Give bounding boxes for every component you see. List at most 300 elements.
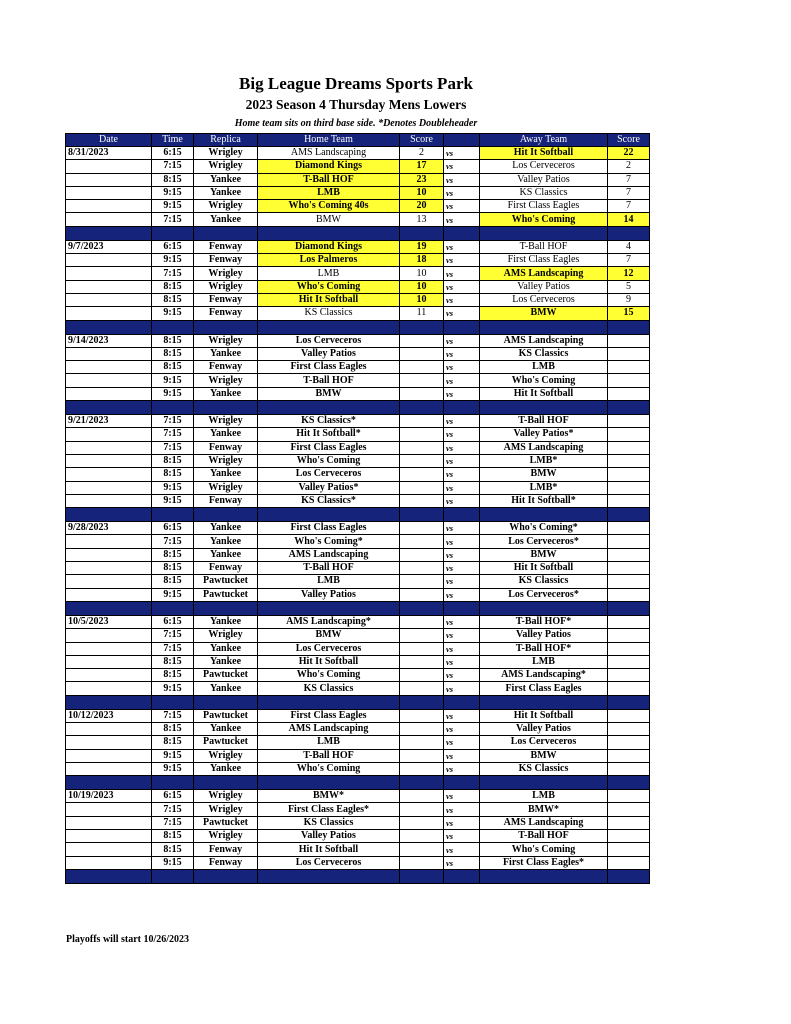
home-score: 13 [400, 213, 444, 226]
week-separator [66, 320, 650, 334]
game-replica-field: Pawtucket [194, 736, 258, 749]
game-time: 8:15 [152, 280, 194, 293]
game-date: 10/5/2023 [66, 615, 152, 628]
game-date [66, 588, 152, 601]
game-replica-field: Yankee [194, 722, 258, 735]
game-replica-field: Fenway [194, 494, 258, 507]
game-date [66, 562, 152, 575]
game-replica-field: Wrigley [194, 267, 258, 280]
away-score: 4 [608, 240, 650, 253]
game-time: 8:15 [152, 293, 194, 306]
away-score [608, 575, 650, 588]
game-time: 9:15 [152, 749, 194, 762]
away-score [608, 629, 650, 642]
home-score: 10 [400, 280, 444, 293]
game-row [66, 856, 650, 869]
separator-cell [194, 601, 258, 615]
home-team: Who's Coming* [258, 535, 400, 548]
away-score [608, 830, 650, 843]
home-team: Valley Patios [258, 588, 400, 601]
home-score [400, 454, 444, 467]
home-team: Valley Patios [258, 347, 400, 360]
game-replica-field: Fenway [194, 361, 258, 374]
separator-cell [608, 508, 650, 522]
vs-label: vs [444, 347, 480, 360]
header-time: Time [152, 134, 194, 147]
game-row [66, 240, 650, 253]
away-score [608, 615, 650, 628]
vs-label: vs [444, 722, 480, 735]
vs-label: vs [444, 830, 480, 843]
game-replica-field: Pawtucket [194, 709, 258, 722]
away-score [608, 642, 650, 655]
home-score [400, 843, 444, 856]
home-team: First Class Eagles* [258, 803, 400, 816]
vs-label: vs [444, 147, 480, 160]
away-score [608, 522, 650, 535]
game-replica-field: Pawtucket [194, 669, 258, 682]
away-team: BMW [480, 749, 608, 762]
vs-label: vs [444, 682, 480, 695]
doubleheader-note: Home team sits on third base side. *Denotes Doubleheader [234, 118, 478, 129]
game-date [66, 361, 152, 374]
game-row [66, 762, 650, 775]
game-time: 7:15 [152, 415, 194, 428]
home-score: 23 [400, 173, 444, 186]
home-team: LMB [258, 186, 400, 199]
away-team: LMB* [480, 454, 608, 467]
game-row [66, 468, 650, 481]
game-date [66, 843, 152, 856]
separator-cell [444, 695, 480, 709]
away-score [608, 843, 650, 856]
header-row [66, 134, 650, 147]
home-score [400, 562, 444, 575]
game-row [66, 642, 650, 655]
home-score [400, 816, 444, 829]
separator-cell [400, 401, 444, 415]
away-score [608, 481, 650, 494]
header-away-score: Score [608, 134, 650, 147]
home-score [400, 629, 444, 642]
separator-cell [444, 601, 480, 615]
away-score: 15 [608, 307, 650, 320]
game-time: 9:15 [152, 481, 194, 494]
game-time: 8:15 [152, 669, 194, 682]
home-team: Who's Coming [258, 280, 400, 293]
header-date: Date [66, 134, 152, 147]
away-team: T-Ball HOF* [480, 615, 608, 628]
game-row [66, 494, 650, 507]
vs-label: vs [444, 736, 480, 749]
separator-cell [66, 401, 152, 415]
away-score: 7 [608, 200, 650, 213]
home-score: 10 [400, 267, 444, 280]
game-replica-field: Wrigley [194, 200, 258, 213]
game-time: 9:15 [152, 762, 194, 775]
away-score: 22 [608, 147, 650, 160]
game-time: 8:15 [152, 361, 194, 374]
home-team: Los Cerveceros [258, 468, 400, 481]
away-score [608, 709, 650, 722]
home-team: KS Classics [258, 307, 400, 320]
home-team: Los Cerveceros [258, 334, 400, 347]
away-team: Valley Patios [480, 280, 608, 293]
away-score [608, 856, 650, 869]
separator-cell [444, 320, 480, 334]
game-row [66, 709, 650, 722]
game-time: 7:15 [152, 441, 194, 454]
page-title: Big League Dreams Sports Park [239, 74, 473, 93]
home-team: BMW* [258, 790, 400, 803]
home-score [400, 334, 444, 347]
vs-label: vs [444, 843, 480, 856]
game-row [66, 803, 650, 816]
game-row [66, 200, 650, 213]
home-team: T-Ball HOF [258, 374, 400, 387]
away-team: Who's Coming* [480, 522, 608, 535]
game-date [66, 441, 152, 454]
week-separator [66, 508, 650, 522]
game-replica-field: Wrigley [194, 280, 258, 293]
home-team: Hit It Softball [258, 655, 400, 668]
home-team: T-Ball HOF [258, 749, 400, 762]
separator-cell [480, 695, 608, 709]
away-team: T-Ball HOF [480, 415, 608, 428]
separator-cell [400, 869, 444, 883]
home-score: 20 [400, 200, 444, 213]
game-time: 7:15 [152, 267, 194, 280]
week-separator [66, 869, 650, 883]
away-team: BMW* [480, 803, 608, 816]
vs-label: vs [444, 629, 480, 642]
home-team: Los Cerveceros [258, 642, 400, 655]
home-score [400, 361, 444, 374]
game-date [66, 454, 152, 467]
away-score [608, 494, 650, 507]
separator-cell [152, 320, 194, 334]
separator-cell [480, 401, 608, 415]
separator-cell [480, 320, 608, 334]
game-replica-field: Fenway [194, 307, 258, 320]
vs-label: vs [444, 415, 480, 428]
header-home-team: Home Team [258, 134, 400, 147]
away-score [608, 415, 650, 428]
away-team: KS Classics [480, 186, 608, 199]
game-date [66, 722, 152, 735]
away-team: Hit It Softball [480, 147, 608, 160]
away-score [608, 803, 650, 816]
home-score: 2 [400, 147, 444, 160]
home-team: KS Classics* [258, 415, 400, 428]
game-time: 8:15 [152, 843, 194, 856]
game-time: 9:15 [152, 494, 194, 507]
game-row [66, 347, 650, 360]
game-date [66, 669, 152, 682]
game-date [66, 468, 152, 481]
game-replica-field: Wrigley [194, 374, 258, 387]
game-date [66, 347, 152, 360]
away-team: AMS Landscaping [480, 441, 608, 454]
home-team: LMB [258, 267, 400, 280]
separator-cell [194, 320, 258, 334]
vs-label: vs [444, 790, 480, 803]
away-team: BMW [480, 468, 608, 481]
home-score [400, 615, 444, 628]
game-row [66, 307, 650, 320]
game-row [66, 736, 650, 749]
separator-cell [608, 401, 650, 415]
game-time: 9:15 [152, 186, 194, 199]
week-separator [66, 776, 650, 790]
away-score [608, 428, 650, 441]
home-score: 10 [400, 293, 444, 306]
away-score: 9 [608, 293, 650, 306]
home-score [400, 548, 444, 561]
game-replica-field: Pawtucket [194, 816, 258, 829]
game-replica-field: Yankee [194, 615, 258, 628]
home-team: First Class Eagles [258, 709, 400, 722]
home-score [400, 803, 444, 816]
game-replica-field: Wrigley [194, 830, 258, 843]
away-score [608, 347, 650, 360]
game-replica-field: Wrigley [194, 415, 258, 428]
schedule-body [66, 147, 650, 884]
vs-label: vs [444, 374, 480, 387]
header-replica: Replica [194, 134, 258, 147]
away-team: Hit It Softball* [480, 494, 608, 507]
vs-label: vs [444, 254, 480, 267]
away-score [608, 736, 650, 749]
home-team: KS Classics [258, 816, 400, 829]
vs-label: vs [444, 655, 480, 668]
game-date [66, 803, 152, 816]
game-replica-field: Yankee [194, 468, 258, 481]
home-team: T-Ball HOF [258, 173, 400, 186]
game-row [66, 629, 650, 642]
separator-cell [258, 869, 400, 883]
game-row [66, 293, 650, 306]
separator-cell [444, 508, 480, 522]
header-vs [444, 134, 480, 147]
week-separator [66, 401, 650, 415]
game-replica-field: Fenway [194, 843, 258, 856]
game-time: 7:15 [152, 535, 194, 548]
home-score: 10 [400, 186, 444, 199]
game-date [66, 642, 152, 655]
game-replica-field: Yankee [194, 682, 258, 695]
away-team: First Class Eagles [480, 254, 608, 267]
game-row [66, 374, 650, 387]
away-team: Los Cerveceros* [480, 588, 608, 601]
separator-cell [194, 695, 258, 709]
home-score [400, 856, 444, 869]
away-team: Who's Coming [480, 374, 608, 387]
game-replica-field: Yankee [194, 535, 258, 548]
game-row [66, 682, 650, 695]
separator-cell [66, 226, 152, 240]
away-team: BMW [480, 307, 608, 320]
separator-cell [400, 601, 444, 615]
vs-label: vs [444, 441, 480, 454]
game-date: 9/21/2023 [66, 415, 152, 428]
home-team: Who's Coming [258, 454, 400, 467]
separator-cell [608, 869, 650, 883]
separator-cell [152, 601, 194, 615]
game-row [66, 522, 650, 535]
game-time: 6:15 [152, 522, 194, 535]
vs-label: vs [444, 749, 480, 762]
separator-cell [608, 601, 650, 615]
vs-label: vs [444, 562, 480, 575]
vs-label: vs [444, 240, 480, 253]
game-date [66, 816, 152, 829]
game-replica-field: Wrigley [194, 334, 258, 347]
separator-cell [152, 695, 194, 709]
game-time: 7:15 [152, 160, 194, 173]
away-score [608, 361, 650, 374]
vs-label: vs [444, 213, 480, 226]
game-time: 9:15 [152, 387, 194, 400]
game-row [66, 575, 650, 588]
home-team: AMS Landscaping [258, 722, 400, 735]
game-date [66, 830, 152, 843]
game-replica-field: Yankee [194, 762, 258, 775]
away-score [608, 762, 650, 775]
game-replica-field: Yankee [194, 522, 258, 535]
vs-label: vs [444, 454, 480, 467]
away-team: BMW [480, 548, 608, 561]
game-time: 8:15 [152, 173, 194, 186]
home-team: Los Cerveceros [258, 856, 400, 869]
game-date [66, 186, 152, 199]
vs-label: vs [444, 548, 480, 561]
game-row [66, 173, 650, 186]
game-row [66, 481, 650, 494]
game-time: 8:15 [152, 454, 194, 467]
home-score [400, 669, 444, 682]
separator-cell [258, 320, 400, 334]
game-date [66, 762, 152, 775]
game-time: 6:15 [152, 790, 194, 803]
separator-cell [608, 320, 650, 334]
home-team: AMS Landscaping [258, 147, 400, 160]
home-score [400, 535, 444, 548]
home-team: First Class Eagles [258, 522, 400, 535]
home-score [400, 682, 444, 695]
away-team: AMS Landscaping [480, 816, 608, 829]
game-time: 7:15 [152, 428, 194, 441]
game-time: 6:15 [152, 147, 194, 160]
game-row [66, 334, 650, 347]
separator-cell [66, 869, 152, 883]
page-subtitle: 2023 Season 4 Thursday Mens Lowers [245, 97, 467, 112]
game-time: 9:15 [152, 856, 194, 869]
vs-label: vs [444, 615, 480, 628]
header-home-score: Score [400, 134, 444, 147]
separator-cell [66, 695, 152, 709]
home-team: LMB [258, 575, 400, 588]
vs-label: vs [444, 522, 480, 535]
game-replica-field: Wrigley [194, 790, 258, 803]
game-row [66, 186, 650, 199]
game-time: 8:15 [152, 830, 194, 843]
vs-label: vs [444, 575, 480, 588]
away-team: First Class Eagles [480, 682, 608, 695]
separator-cell [152, 869, 194, 883]
away-team: Los Cerveceros [480, 293, 608, 306]
game-date [66, 387, 152, 400]
away-team: AMS Landscaping [480, 334, 608, 347]
away-score: 12 [608, 267, 650, 280]
vs-label: vs [444, 186, 480, 199]
game-row [66, 267, 650, 280]
vs-label: vs [444, 293, 480, 306]
home-team: LMB [258, 736, 400, 749]
vs-label: vs [444, 160, 480, 173]
game-date: 10/19/2023 [66, 790, 152, 803]
game-replica-field: Pawtucket [194, 588, 258, 601]
away-team: First Class Eagles* [480, 856, 608, 869]
away-score: 7 [608, 173, 650, 186]
vs-label: vs [444, 267, 480, 280]
game-replica-field: Fenway [194, 856, 258, 869]
game-row [66, 254, 650, 267]
game-row [66, 655, 650, 668]
separator-cell [152, 508, 194, 522]
header-away-team: Away Team [480, 134, 608, 147]
separator-cell [400, 695, 444, 709]
game-row [66, 749, 650, 762]
home-team: First Class Eagles [258, 361, 400, 374]
game-date: 9/14/2023 [66, 334, 152, 347]
vs-label: vs [444, 387, 480, 400]
game-row [66, 454, 650, 467]
home-team: KS Classics [258, 682, 400, 695]
separator-cell [194, 869, 258, 883]
away-team: Valley Patios [480, 722, 608, 735]
game-replica-field: Yankee [194, 642, 258, 655]
away-score [608, 454, 650, 467]
separator-cell [608, 695, 650, 709]
vs-label: vs [444, 173, 480, 186]
game-replica-field: Fenway [194, 441, 258, 454]
game-date: 9/28/2023 [66, 522, 152, 535]
game-replica-field: Wrigley [194, 749, 258, 762]
away-score [608, 655, 650, 668]
home-team: Valley Patios* [258, 481, 400, 494]
vs-label: vs [444, 762, 480, 775]
game-date: 8/31/2023 [66, 147, 152, 160]
week-separator [66, 226, 650, 240]
away-score [608, 548, 650, 561]
game-replica-field: Fenway [194, 293, 258, 306]
home-score [400, 722, 444, 735]
game-date [66, 307, 152, 320]
home-score [400, 415, 444, 428]
week-separator [66, 601, 650, 615]
separator-cell [194, 401, 258, 415]
game-row [66, 588, 650, 601]
home-score: 19 [400, 240, 444, 253]
away-score: 5 [608, 280, 650, 293]
away-score [608, 535, 650, 548]
home-team: AMS Landscaping [258, 548, 400, 561]
separator-cell [400, 226, 444, 240]
away-team: Los Cerveceros* [480, 535, 608, 548]
vs-label: vs [444, 803, 480, 816]
separator-cell [258, 401, 400, 415]
